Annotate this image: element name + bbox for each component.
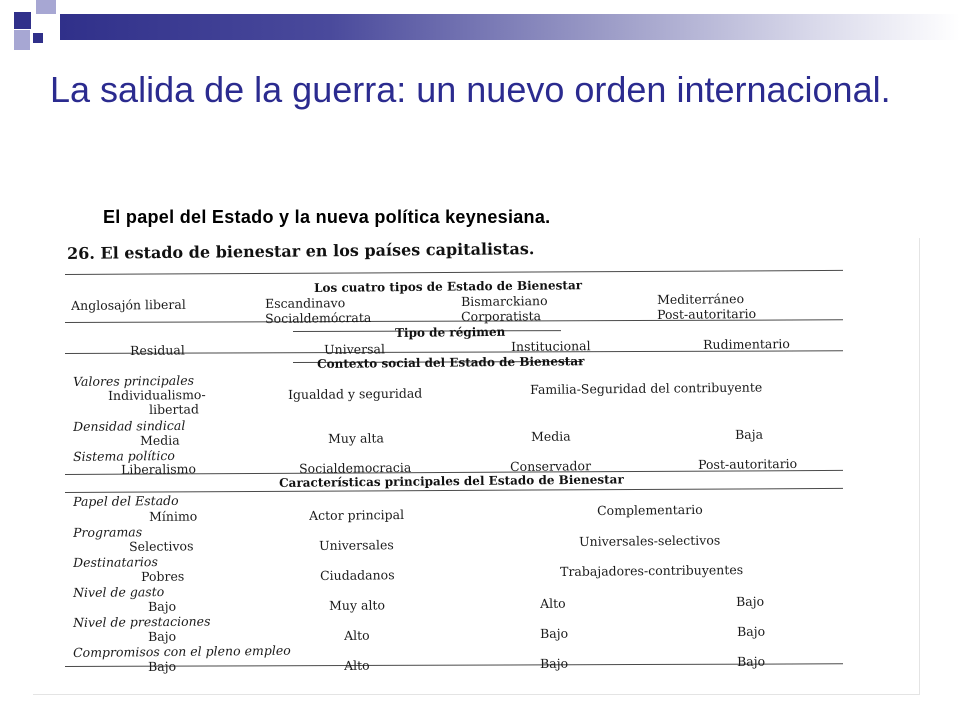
table-cell: Ciudadanos — [319, 567, 395, 583]
row-label: Compromisos con el pleno empleo — [72, 642, 291, 660]
table-cell: Mínimo — [148, 508, 198, 524]
table-cell: Individualismo- — [107, 386, 206, 403]
table-cell: Bajo — [147, 598, 177, 614]
table-cell: Bajo — [736, 623, 766, 639]
table-cell: Socialdemocracia — [298, 459, 412, 476]
section-heading: Tipo de régimen — [395, 324, 506, 340]
deco-square — [14, 12, 31, 29]
table-cell: libertad — [148, 401, 200, 417]
table-cell: Rudimentario — [702, 336, 790, 352]
table-cell: Post-autoritario — [697, 455, 798, 472]
header-gradient-bar — [60, 14, 960, 40]
table-cell: Muy alta — [327, 430, 384, 446]
table-cell: Complementario — [596, 501, 703, 518]
deco-square — [14, 30, 30, 50]
table-cell: Alto — [343, 627, 370, 643]
row-label: Nivel de gasto — [72, 584, 165, 600]
table-rule — [65, 488, 843, 493]
table-cell: Escandinavo — [264, 295, 346, 311]
slide-title: La salida de la guerra: un nuevo orden internacional. — [50, 69, 891, 110]
row-label: Programas — [72, 524, 143, 540]
deco-square — [33, 33, 43, 43]
table-cell: Universales-selectivos — [578, 532, 721, 549]
table-cell: Universales — [318, 537, 394, 553]
table-rule — [65, 663, 843, 667]
table-cell: Conservador — [509, 458, 592, 474]
scanned-table — [33, 238, 920, 695]
table-cell: Trabajadores-contribuyentes — [559, 562, 744, 579]
table-cell: Institucional — [510, 338, 591, 354]
table-cell: Selectivos — [128, 538, 194, 554]
table-cell: Igualdad y seguridad — [287, 385, 423, 402]
row-label: Destinatarios — [72, 554, 158, 570]
section-heading: Contexto social del Estado de Bienestar — [317, 354, 585, 371]
table-cell: Alto — [343, 657, 370, 673]
table-cell: Residual — [129, 342, 185, 358]
table-cell: Baja — [734, 426, 764, 442]
row-label: Valores principales — [72, 372, 195, 389]
table-cell: Universal — [323, 341, 386, 357]
table-cell: Bajo — [147, 628, 177, 644]
table-cell: Familia-Seguridad del contribuyente — [529, 379, 763, 397]
table-cell: Post-autoritario — [656, 305, 757, 322]
table-rule — [65, 270, 843, 275]
table-cell: Bajo — [735, 593, 765, 609]
table-cell: Bajo — [539, 625, 569, 641]
table-cell: Corporatista — [460, 308, 542, 324]
section-heading: Características principales del Estado de Bienestar — [279, 472, 624, 490]
deco-square — [36, 0, 56, 14]
table-cell: Liberalismo — [120, 461, 197, 477]
table-cell: Pobres — [140, 568, 185, 584]
table-cell: Socialdemócrata — [264, 309, 372, 326]
row-label: Papel del Estado — [72, 492, 179, 509]
section-heading: Los cuatro tipos de Estado de Bienestar — [314, 278, 583, 295]
table-cell: Bajo — [147, 658, 177, 674]
table-cell: Bajo — [539, 655, 569, 671]
table-cell: Bismarckiano — [460, 293, 548, 309]
table-cell: Muy alto — [328, 597, 386, 613]
table-cell: Media — [530, 428, 571, 444]
slide-subtitle: El papel del Estado y la nueva política keynesiana. — [103, 207, 551, 227]
row-label: Densidad sindical — [72, 417, 186, 434]
row-label: Nivel de prestaciones — [72, 613, 211, 630]
table-cell: Media — [139, 432, 180, 448]
table-cell: Anglosajón liberal — [70, 296, 186, 313]
row-label: Sistema político — [72, 447, 175, 464]
table-heading: 26. El estado de bienestar en los países capitalistas. — [67, 239, 535, 263]
table-cell: Bajo — [736, 653, 766, 669]
table-cell: Actor principal — [308, 507, 405, 523]
table-cell: Mediterráneo — [656, 291, 745, 307]
table-cell: Alto — [539, 595, 566, 611]
